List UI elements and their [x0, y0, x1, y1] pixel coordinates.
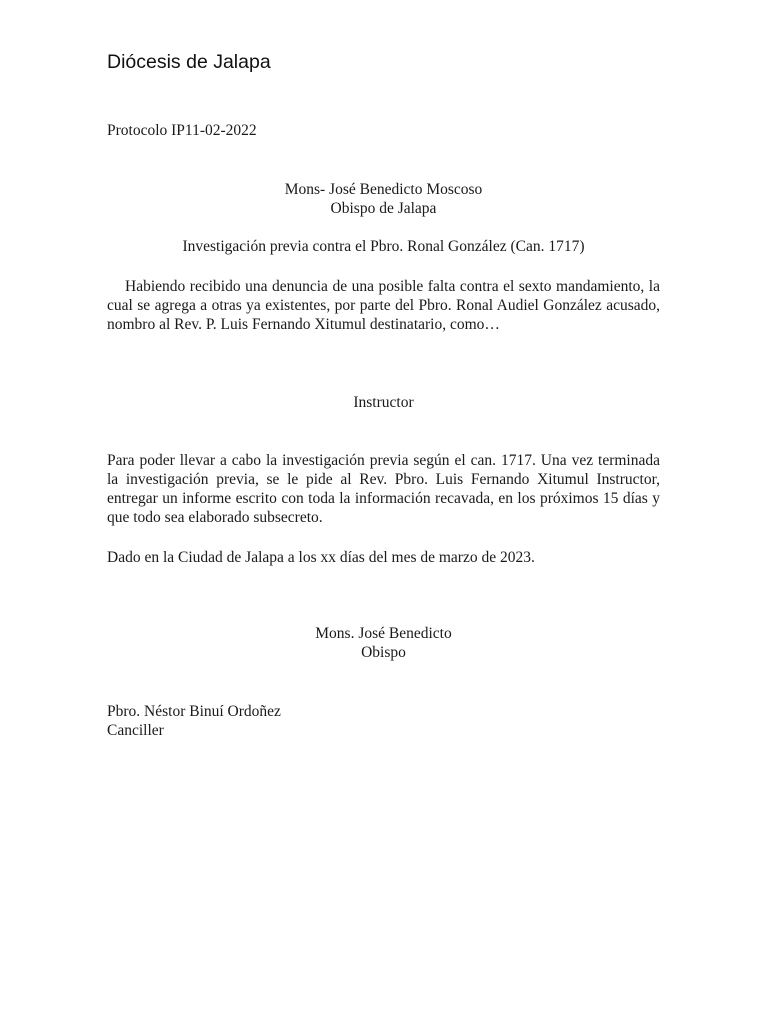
chancellor-name: Pbro. Néstor Binuí Ordoñez [107, 703, 281, 720]
chancellor-title: Canciller [107, 722, 164, 739]
signature-block [107, 624, 660, 662]
subject-line: Investigación previa contra el Pbro. Ronal González (Can. 1717) [182, 238, 585, 255]
protocol-number: Protocolo IP11-02-2022 [107, 122, 257, 139]
instructions-paragraph: Para poder llevar a cabo la investigación previa según el can. 1717. Una vez terminada la investigación previa, se le pide al Rev. Pbro. Luis Fernando Xitumul Instructor, entregar un informe escrito con toda la información recavada, en los próximos 15 días y que todo sea elaborado subsecreto. [107, 452, 660, 526]
section-title-instructor: Instructor [353, 394, 414, 411]
chancellor-block [107, 702, 281, 740]
dated-line: Dado en la Ciudad de Jalapa a los xx días del mes de marzo de 2023. [107, 549, 535, 566]
issuer-title: Obispo de Jalapa [330, 200, 437, 217]
signature-name: Mons. José Benedicto [315, 625, 452, 642]
appointment-paragraph: Habiendo recibido una denuncia de una posible falta contra el sexto mandamiento, la cual se agrega a otras ya existentes, por parte del Pbro. Ronal Audiel González acusado, nombro al Rev. P. Luis Fernando Xitumul destinatario, como… [107, 278, 660, 333]
issuer-name: Mons- José Benedicto Moscoso [284, 181, 483, 198]
issuer-block [107, 180, 660, 218]
diocese-heading: Diócesis de Jalapa [107, 51, 271, 73]
signature-title: Obispo [361, 644, 406, 661]
